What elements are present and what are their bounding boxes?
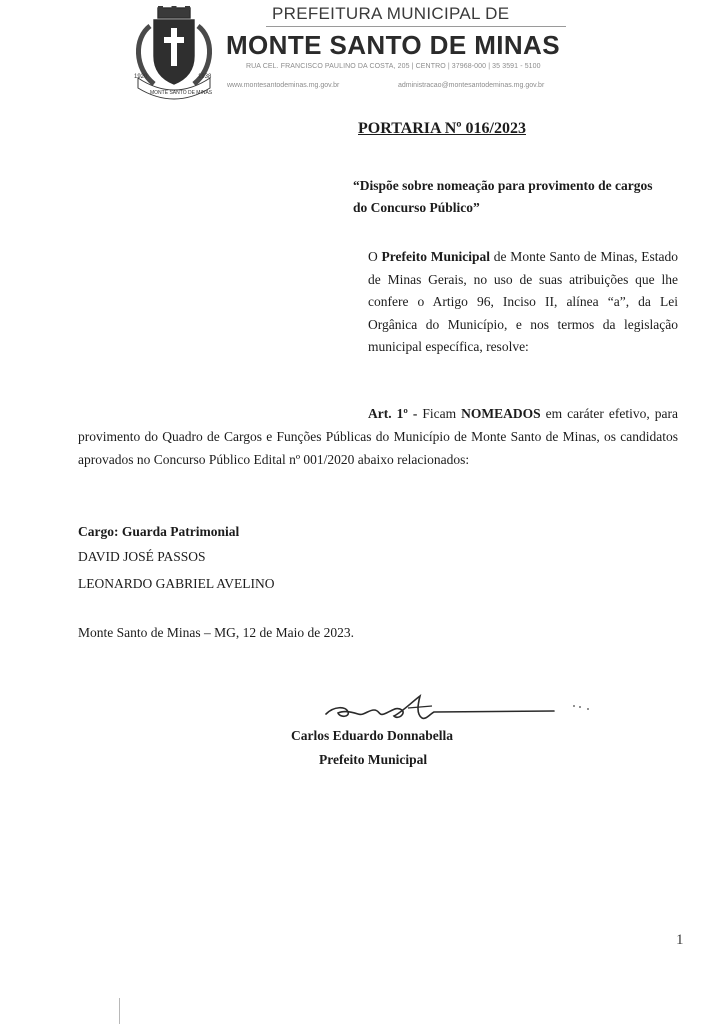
article-text-b: em caráter efetivo, para provimento do Quadro de Cargos e Funções Públicas do Município de Monte Santo de Minas, os candidatos aprovados no Concurso Público Edital nº 001/2020 abaixo relacionados: bbox=[78, 406, 678, 467]
handwritten-signature bbox=[322, 692, 602, 726]
letterhead-website: www.montesantodeminas.mg.gov.br bbox=[227, 82, 340, 89]
crest-year-right: 1938 bbox=[198, 74, 212, 80]
preamble-start: O bbox=[368, 249, 382, 264]
article-1-paragraph bbox=[78, 402, 678, 471]
nominee-name: LEONARDO GABRIEL AVELINO bbox=[78, 576, 275, 591]
page-number: 1 bbox=[676, 932, 684, 948]
crest-motto: MONTE SANTO DE MINAS bbox=[150, 90, 213, 96]
crest-year-left: 1920 bbox=[134, 74, 148, 80]
article-text-a: Ficam bbox=[422, 406, 462, 421]
municipal-crest-logo bbox=[128, 6, 220, 102]
letterhead-rule bbox=[266, 26, 566, 27]
document-title: PORTARIA Nº 016/2023 bbox=[358, 120, 526, 137]
letterhead-city-name: MONTE SANTO DE MINAS bbox=[226, 30, 560, 60]
letterhead-address: RUA CEL. FRANCISCO PAULINO DA COSTA, 205 | CENTRO | 37968-000 | 35 3591 - 5100 bbox=[246, 63, 541, 70]
scan-edge-mark bbox=[119, 998, 120, 1024]
nominee-name: DAVID JOSÉ PASSOS bbox=[78, 549, 206, 564]
preamble-bold: Prefeito Municipal bbox=[381, 249, 491, 264]
letterhead-prefeitura: PREFEITURA MUNICIPAL DE bbox=[272, 4, 510, 23]
letterhead-email: administracao@montesantodeminas.mg.gov.br bbox=[398, 82, 545, 89]
signer-name: Carlos Eduardo Donnabella bbox=[291, 728, 454, 743]
article-bold-word: NOMEADOS bbox=[461, 406, 541, 421]
preamble-rest: de Monte Santo de Minas, Estado de Minas Gerais, no uso de suas atribuições que lhe confere o Artigo 96, Inciso II, alínea “a”, da Lei Orgânica do Município, e nos termos da legislação municipal específica, resolve: bbox=[368, 249, 678, 354]
signer-role: Prefeito Municipal bbox=[319, 752, 428, 767]
date-line: Monte Santo de Minas – MG, 12 de Maio de 2023. bbox=[78, 625, 354, 640]
cargo-heading: Cargo: Guarda Patrimonial bbox=[78, 524, 240, 539]
preamble-paragraph bbox=[368, 246, 678, 359]
document-ementa: “Dispõe sobre nomeação para provimento de cargos do Concurso Público” bbox=[353, 178, 653, 215]
article-label: Art. 1º - bbox=[368, 406, 423, 421]
